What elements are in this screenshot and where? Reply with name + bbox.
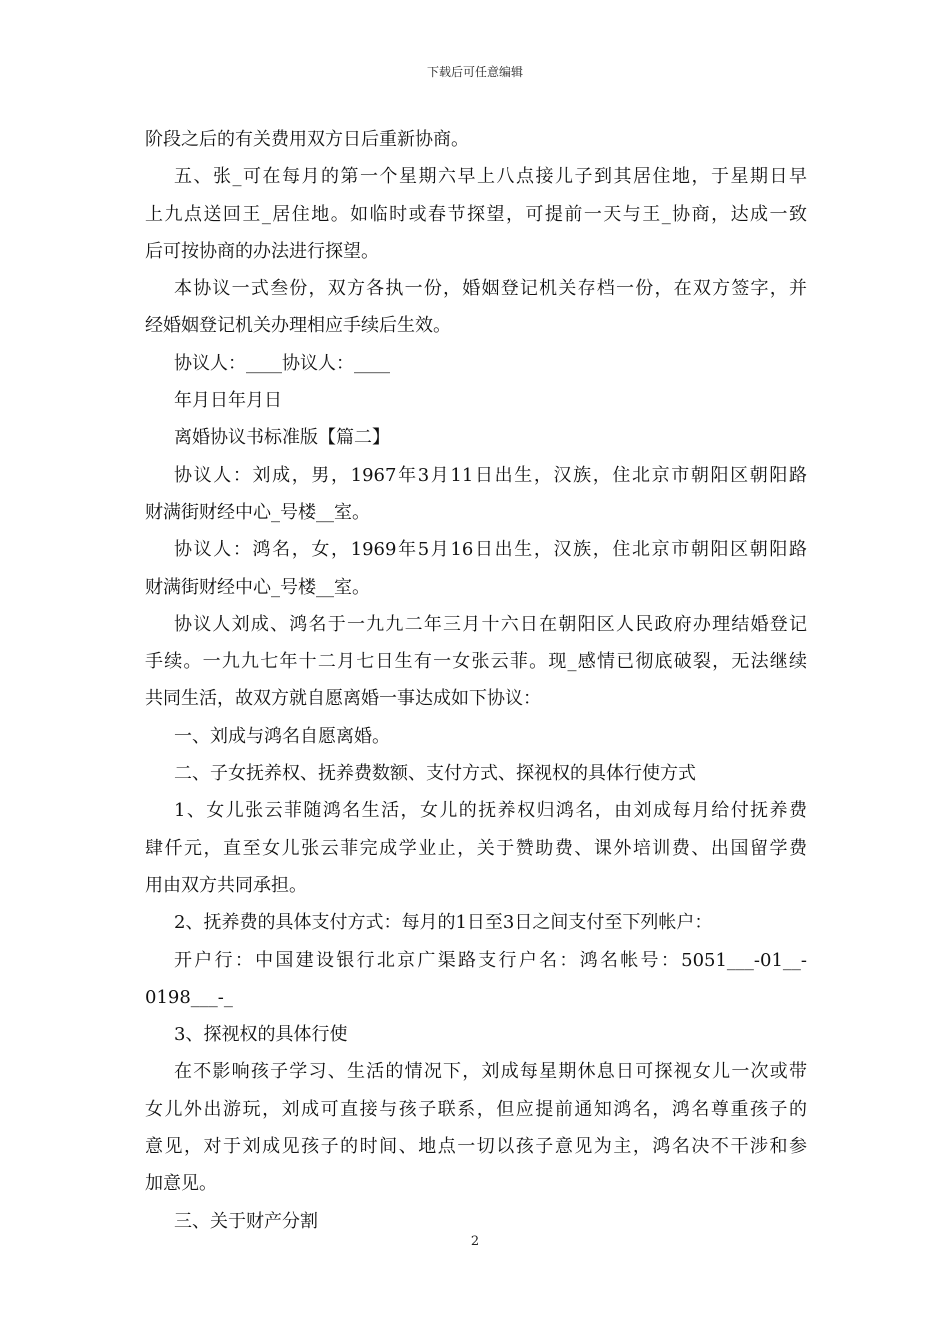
clause-heading: 3、探视权的具体行使 — [174, 1024, 348, 1046]
paragraph-line: 协议人刘成、鸿名于一九九二年三月十六日在朝阳区人民政府办理结婚登记 — [174, 613, 807, 635]
page-number: 2 — [470, 1234, 480, 1249]
page-header: 下载后可任意编辑 — [426, 65, 523, 79]
paragraph-line: 本协议一式叁份，双方各执一份，婚姻登记机关存档一份，在双方签字，并 — [174, 278, 807, 300]
paragraph-line: 手续。一九九七年十二月七日生有一女张云菲。现_感情已彻底破裂，无法继续 — [145, 651, 807, 673]
paragraph-line: 2、抚养费的具体支付方式：每月的1日至3日之间支付至下列帐户： — [174, 912, 713, 934]
document-body — [145, 121, 807, 1240]
paragraph-line: 加意见。 — [145, 1173, 217, 1195]
paragraph-line: 财满街财经中心_号楼__室。 — [145, 576, 370, 598]
paragraph-line: 肆仟元，直至女儿张云菲完成学业止，关于赞助费、课外培训费、出国留学费 — [145, 837, 807, 859]
section-heading: 离婚协议书标准版【篇二】 — [174, 427, 390, 449]
paragraph-line: 上九点送回王_居住地。如临时或春节探望，可提前一天与王_协商，达成一致 — [145, 203, 807, 225]
clause-heading: 三、关于财产分割 — [174, 1210, 318, 1232]
paragraph-line: 财满街财经中心_号楼__室。 — [145, 501, 370, 523]
paragraph-line: 后可按协商的办法进行探望。 — [145, 240, 379, 262]
clause-heading: 一、刘成与鸿名自愿离婚。 — [174, 725, 390, 747]
paragraph-line: 五、张_可在每月的第一个星期六早上八点接儿子到其居住地，于星期日早 — [174, 166, 807, 188]
paragraph-line: 共同生活，故双方就自愿离婚一事达成如下协议： — [145, 688, 541, 710]
paragraph-line: 协议人：鸿名，女，1969年5月16日出生，汉族，住北京市朝阳区朝阳路 — [174, 539, 807, 561]
paragraph-line: 女儿外出游玩，刘成可直接与孩子联系，但应提前通知鸿名，鸿名尊重孩子的 — [145, 1098, 807, 1120]
bank-account-line: 0198___-_ — [145, 986, 233, 1008]
paragraph-line: 1、女儿张云菲随鸿名生活，女儿的抚养权归鸿名，由刘成每月给付抚养费 — [174, 800, 807, 822]
paragraph-line: 经婚姻登记机关办理相应手续后生效。 — [145, 315, 451, 337]
paragraph-line: 用由双方共同承担。 — [145, 874, 307, 896]
paragraph-line: 在不影响孩子学习、生活的情况下，刘成每星期休息日可探视女儿一次或带 — [174, 1061, 807, 1083]
paragraph-line: 协议人：刘成，男，1967年3月11日出生，汉族，住北京市朝阳区朝阳路 — [174, 464, 807, 486]
signature-line: 协议人：____协议人：____ — [174, 352, 390, 374]
paragraph-line: 阶段之后的有关费用双方日后重新协商。 — [145, 129, 469, 150]
bank-account-line: 开户行：中国建设银行北京广渠路支行户名：鸿名帐号：5051___-01__- — [174, 949, 807, 971]
date-line: 年月日年月日 — [174, 390, 282, 412]
paragraph-line: 意见，对于刘成见孩子的时间、地点一切以孩子意见为主，鸿名决不干涉和参 — [145, 1136, 807, 1158]
clause-heading: 二、子女抚养权、抚养费数额、支付方式、探视权的具体行使方式 — [174, 763, 696, 785]
